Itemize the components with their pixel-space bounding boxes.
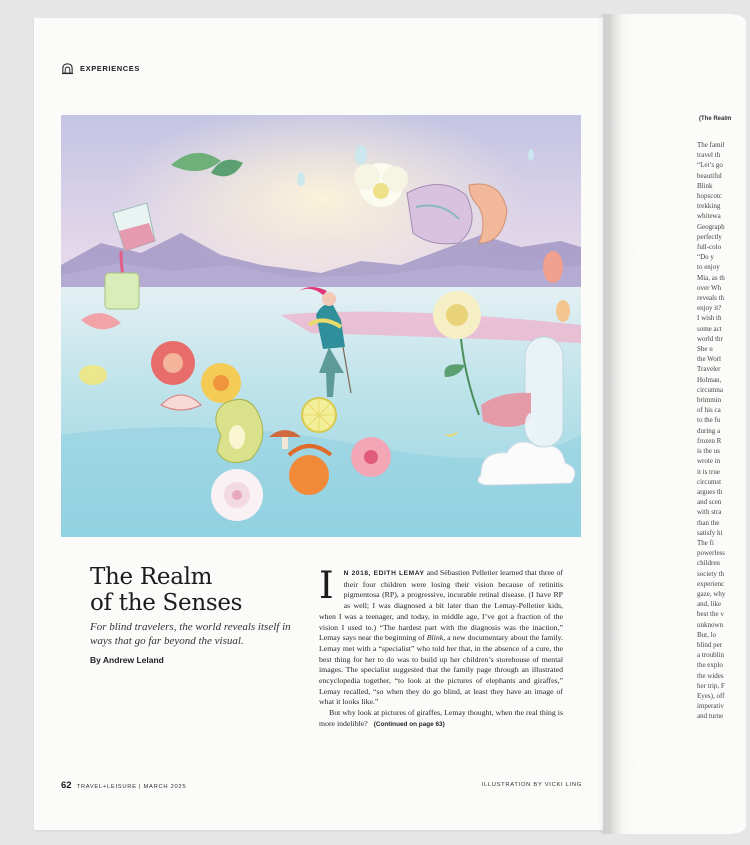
right-page-line: Blink <box>697 181 713 190</box>
right-page-line: of his ca <box>697 406 721 415</box>
right-page-line: But, lo <box>697 630 717 639</box>
right-page-line: perfectly <box>697 232 722 241</box>
right-page-line: circumna <box>697 385 724 394</box>
right-page-header: (The Realm <box>699 116 732 122</box>
right-page-line: best the v <box>697 610 724 619</box>
right-page-line: Eyes), off <box>697 691 725 700</box>
right-page-line: enjoy it? <box>697 304 722 313</box>
right-page-line: some act <box>697 324 722 333</box>
paragraph-2-text: But why look at pictures of giraffes, Lemay thought, when the real thing is more indelible? <box>319 708 563 728</box>
right-page-line: to enjoy <box>697 263 720 272</box>
right-page-line: and, like <box>697 600 722 609</box>
right-page-line: hopscotc <box>697 192 722 201</box>
right-page-line: She u <box>697 345 713 354</box>
title-line-1: The Realm <box>90 564 213 590</box>
right-page-line: I wish th <box>697 314 722 323</box>
continued-link[interactable]: (Continued on page 63) <box>373 720 445 728</box>
byline: By Andrew Leland <box>90 655 164 665</box>
right-page-line: brimmin <box>697 396 722 405</box>
magazine-page-left <box>34 18 606 830</box>
right-page-line: gaze, why <box>697 589 726 598</box>
right-page-line: Geograph <box>697 222 725 231</box>
magazine-page-right <box>603 14 746 834</box>
article-illustration <box>61 115 581 537</box>
right-page-line: trekking <box>697 202 721 211</box>
right-page-line: the Worl <box>697 355 721 364</box>
right-page-line: powerless <box>697 549 725 558</box>
right-page-line: during a <box>697 426 721 435</box>
right-page-line: reveals th <box>697 294 725 303</box>
dreamscape-illustration <box>61 115 581 537</box>
section-label: EXPERIENCES <box>80 64 140 73</box>
paragraph-1-end: , a new documentary about the family. Lemay met with a “specialist” who told her that, in the absence of a cure, the best thing for her to do was to build up her children’s storehouse of mental images. The specialist suggested that the family page through an illustrated encyclopedia together, “to look at the pictures of elephants and giraffes,” Lemay recalled, “so when they do go blind, at least they have an image of what it looks like.” <box>319 633 563 707</box>
illustration-credit: ILLUSTRATION BY VICKI LING <box>481 782 582 788</box>
right-page-line: children <box>697 559 720 568</box>
paragraph-1 <box>319 564 563 708</box>
right-page-line: Traveler <box>697 365 721 374</box>
right-page-line: and scen <box>697 498 722 507</box>
film-title: Blink <box>426 633 444 643</box>
right-page-text <box>697 140 746 722</box>
right-page-line: circumst <box>697 477 722 486</box>
right-page-line: blind per <box>697 640 723 649</box>
section-header <box>61 62 140 75</box>
right-page-line: whitewa <box>697 212 721 221</box>
page-footer <box>61 780 186 791</box>
title-line-2: of the Senses <box>90 590 243 616</box>
right-page-line: “Do y <box>697 253 714 262</box>
right-page-line: imperativ <box>697 702 724 711</box>
right-page-line: the wides <box>697 671 724 680</box>
right-page-line: it is true <box>697 467 720 476</box>
article-body <box>319 564 563 731</box>
right-page-line: satisfy hi <box>697 528 723 537</box>
right-page-line: “Let’s go <box>697 161 723 170</box>
right-page-line: is the us <box>697 447 720 456</box>
right-page-line: society th <box>697 569 725 578</box>
right-page-line: wrote in <box>697 457 721 466</box>
right-page-line: the explo <box>697 661 723 670</box>
right-page-line: to the fu <box>697 416 721 425</box>
right-page-line: experienc <box>697 579 725 588</box>
right-page-line: full-colo <box>697 243 722 252</box>
right-page-line: The fi <box>697 538 714 547</box>
right-page-line: world thr <box>697 334 723 343</box>
right-page-line: frozen R <box>697 436 722 445</box>
right-page-line: a troublin <box>697 651 725 660</box>
right-page-line: Holman, <box>697 375 722 384</box>
publication-line: TRAVEL+LEISURE | MARCH 2025 <box>76 784 187 790</box>
right-page-line: her trip, F <box>697 681 725 690</box>
right-page-line: The famil <box>697 141 725 149</box>
right-page-line: and turne <box>697 712 724 721</box>
article-dek: For blind travelers, the world reveals itself in ways that go far beyond the visual. <box>90 621 291 647</box>
paragraph-1-text: and Sébastien Pelletier learned that three of their four children were losing their vision because of retinitis pigmentosa (RP), a progressive, incurable retinal disease. (I have RP as well; I was diagnosed a bit later than the Lemay-Pelletier kids, when I was a teenager, and today, in middle age, I’ve got a fraction of the vision I used to.) “The hardest part with the diagnosis was the inaction,” Lemay says near the beginning of <box>319 568 563 643</box>
right-page-line: over Wh <box>697 283 722 292</box>
right-page-line: argues th <box>697 487 723 496</box>
drop-cap: I <box>319 564 334 607</box>
lead-in: N 2018, EDITH LEMAY <box>343 570 425 577</box>
right-page-line: travel th <box>697 151 721 160</box>
right-page-line: than the <box>697 518 720 527</box>
paragraph-2 <box>319 708 563 730</box>
right-page-line: with stra <box>697 508 722 517</box>
article-title <box>90 564 310 616</box>
page-number: 62 <box>61 780 72 791</box>
right-page-line: beautiful <box>697 171 722 180</box>
right-page-line: unknown <box>697 620 724 629</box>
right-page-line: Mia, as th <box>697 273 725 282</box>
landmark-icon <box>61 62 74 75</box>
